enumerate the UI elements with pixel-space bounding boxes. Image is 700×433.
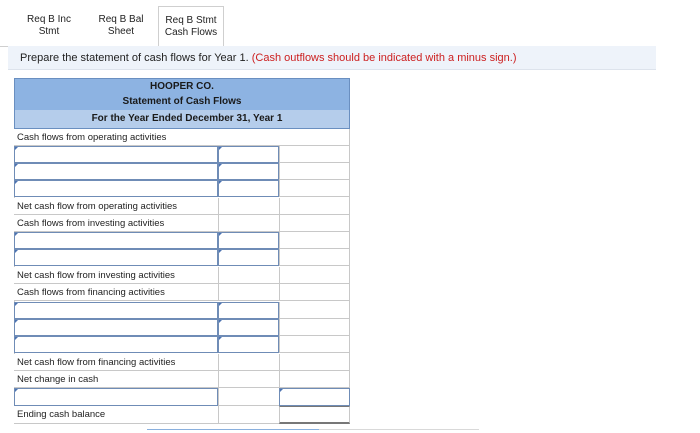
operating-amount-input[interactable]	[218, 163, 279, 180]
operating-total-cell	[279, 146, 350, 163]
statement-title: Statement of Cash Flows	[14, 94, 350, 111]
instruction-text: Prepare the statement of cash flows for Year 1.	[20, 52, 249, 64]
beginning-cash-label-input[interactable]	[14, 388, 218, 406]
operating-total-cell	[279, 180, 350, 197]
ending-cash-label: Ending cash balance	[14, 406, 218, 424]
financing-item-input[interactable]	[14, 302, 218, 319]
investing-total-cell	[279, 249, 350, 266]
net-investing-amt2	[279, 267, 350, 284]
financing-amount-input[interactable]	[218, 336, 279, 353]
net-change-amt1	[218, 371, 279, 388]
investing-total-cell	[279, 232, 350, 249]
instruction-bar	[8, 46, 656, 70]
net-operating-amt2	[279, 198, 350, 215]
operating-amount-input[interactable]	[218, 180, 279, 197]
operating-item-input[interactable]	[14, 180, 218, 197]
financing-total-cell	[279, 302, 350, 319]
tab-bar	[0, 0, 656, 47]
financing-amount-input[interactable]	[218, 319, 279, 336]
operating-total-cell	[279, 163, 350, 180]
operating-amount-input[interactable]	[218, 146, 279, 163]
investing-amount-input[interactable]	[218, 249, 279, 266]
company-name: HOOPER CO.	[14, 78, 350, 95]
operating-item-input[interactable]	[14, 163, 218, 180]
tab-req-b-bal-sheet[interactable]: Req B Bal Sheet	[98, 14, 144, 37]
statement-period: For the Year Ended December 31, Year 1	[14, 110, 350, 129]
financing-amount-input[interactable]	[218, 302, 279, 319]
scroll-indicator	[147, 429, 319, 430]
investing-item-input[interactable]	[14, 232, 218, 249]
investing-amount-input[interactable]	[218, 232, 279, 249]
financing-header-amt1	[218, 284, 279, 301]
bottom-divider	[319, 429, 479, 430]
investing-item-input[interactable]	[14, 249, 218, 266]
net-investing-amt1	[218, 267, 279, 284]
financing-item-input[interactable]	[14, 319, 218, 336]
net-financing-amt1	[218, 354, 279, 371]
net-investing-label: Net cash flow from investing activities	[14, 267, 218, 284]
operating-item-input[interactable]	[14, 146, 218, 163]
tab-req-b-stmt-cash-flows[interactable]: Req B Stmt Cash Flows	[158, 6, 224, 47]
beginning-cash-amt1	[218, 388, 279, 406]
net-financing-amt2	[279, 354, 350, 371]
financing-total-cell	[279, 336, 350, 353]
net-operating-label: Net cash flow from operating activities	[14, 198, 218, 215]
ending-cash-amt2	[279, 406, 350, 424]
tab-req-b-inc-stmt[interactable]: Req B Inc Stmt	[27, 14, 71, 37]
financing-total-cell	[279, 319, 350, 336]
investing-header-amt1	[218, 215, 279, 232]
net-operating-amt1	[218, 198, 279, 215]
investing-header: Cash flows from investing activities	[14, 215, 218, 232]
investing-header-amt2	[279, 215, 350, 232]
operating-header-amt1	[218, 129, 279, 146]
instruction-note: (Cash outflows should be indicated with a minus sign.)	[251, 52, 517, 64]
ending-cash-amt1	[218, 406, 279, 424]
net-change-label: Net change in cash	[14, 371, 218, 388]
financing-header: Cash flows from financing activities	[14, 284, 218, 301]
net-financing-label: Net cash flow from financing activities	[14, 354, 218, 371]
operating-header-amt2	[279, 129, 350, 146]
beginning-cash-amount-input[interactable]	[279, 388, 350, 406]
financing-item-input[interactable]	[14, 336, 218, 353]
operating-header: Cash flows from operating activities	[14, 129, 218, 146]
financing-header-amt2	[279, 284, 350, 301]
net-change-amt2	[279, 371, 350, 388]
